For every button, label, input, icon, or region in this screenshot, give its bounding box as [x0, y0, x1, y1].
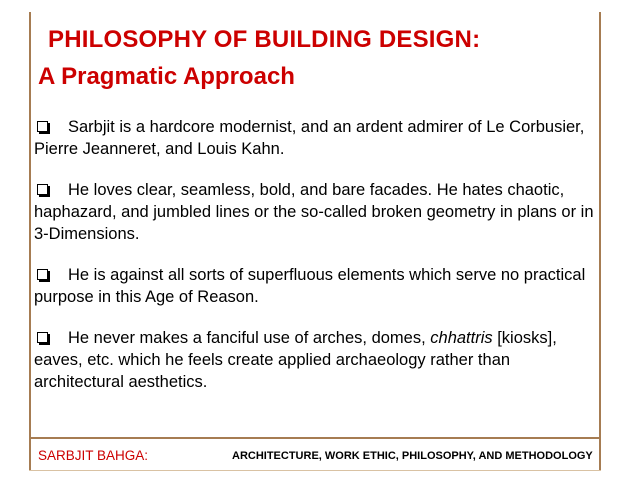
footer-divider [29, 437, 601, 439]
bullet-text: Sarbjit is a hardcore modernist, and an ardent admirer of Le Corbusier, Pierre Jeanneret, and Louis Kahn. [34, 118, 585, 158]
bullet-text: [kiosks], eaves, etc. which he feels create applied archaeology rather than architectural aesthetics. [34, 329, 557, 391]
bullet-text: He is against all sorts of superfluous elements which serve no practical purpose in this Age of Reason. [34, 266, 586, 306]
slide-subtitle: A Pragmatic Approach [38, 63, 295, 90]
bottom-border [29, 470, 601, 471]
checkbox-bullet-icon [37, 269, 48, 280]
bullet-list [34, 116, 600, 393]
checkbox-bullet-icon [37, 121, 48, 132]
bullet-italic-term: chhattris [430, 329, 493, 347]
bullet-text: He never makes a fanciful use of arches, domes, [68, 329, 431, 347]
bullet-item [34, 327, 600, 393]
footer-topic: ARCHITECTURE, WORK ETHIC, PHILOSOPHY, AND METHODOLOGY [232, 450, 593, 462]
bullet-item [34, 264, 600, 308]
bullet-item [34, 179, 600, 245]
bullet-text: He loves clear, seamless, bold, and bare facades. He hates chaotic, haphazard, and jumbled lines or the so-called broken geometry in plans or in 3-Dimensions. [34, 181, 594, 243]
checkbox-bullet-icon [37, 184, 48, 195]
footer-author: SARBJIT BAHGA: [38, 448, 149, 463]
checkbox-bullet-icon [37, 332, 48, 343]
slide-title: PHILOSOPHY OF BUILDING DESIGN: [48, 26, 481, 53]
bullet-item [34, 116, 600, 160]
